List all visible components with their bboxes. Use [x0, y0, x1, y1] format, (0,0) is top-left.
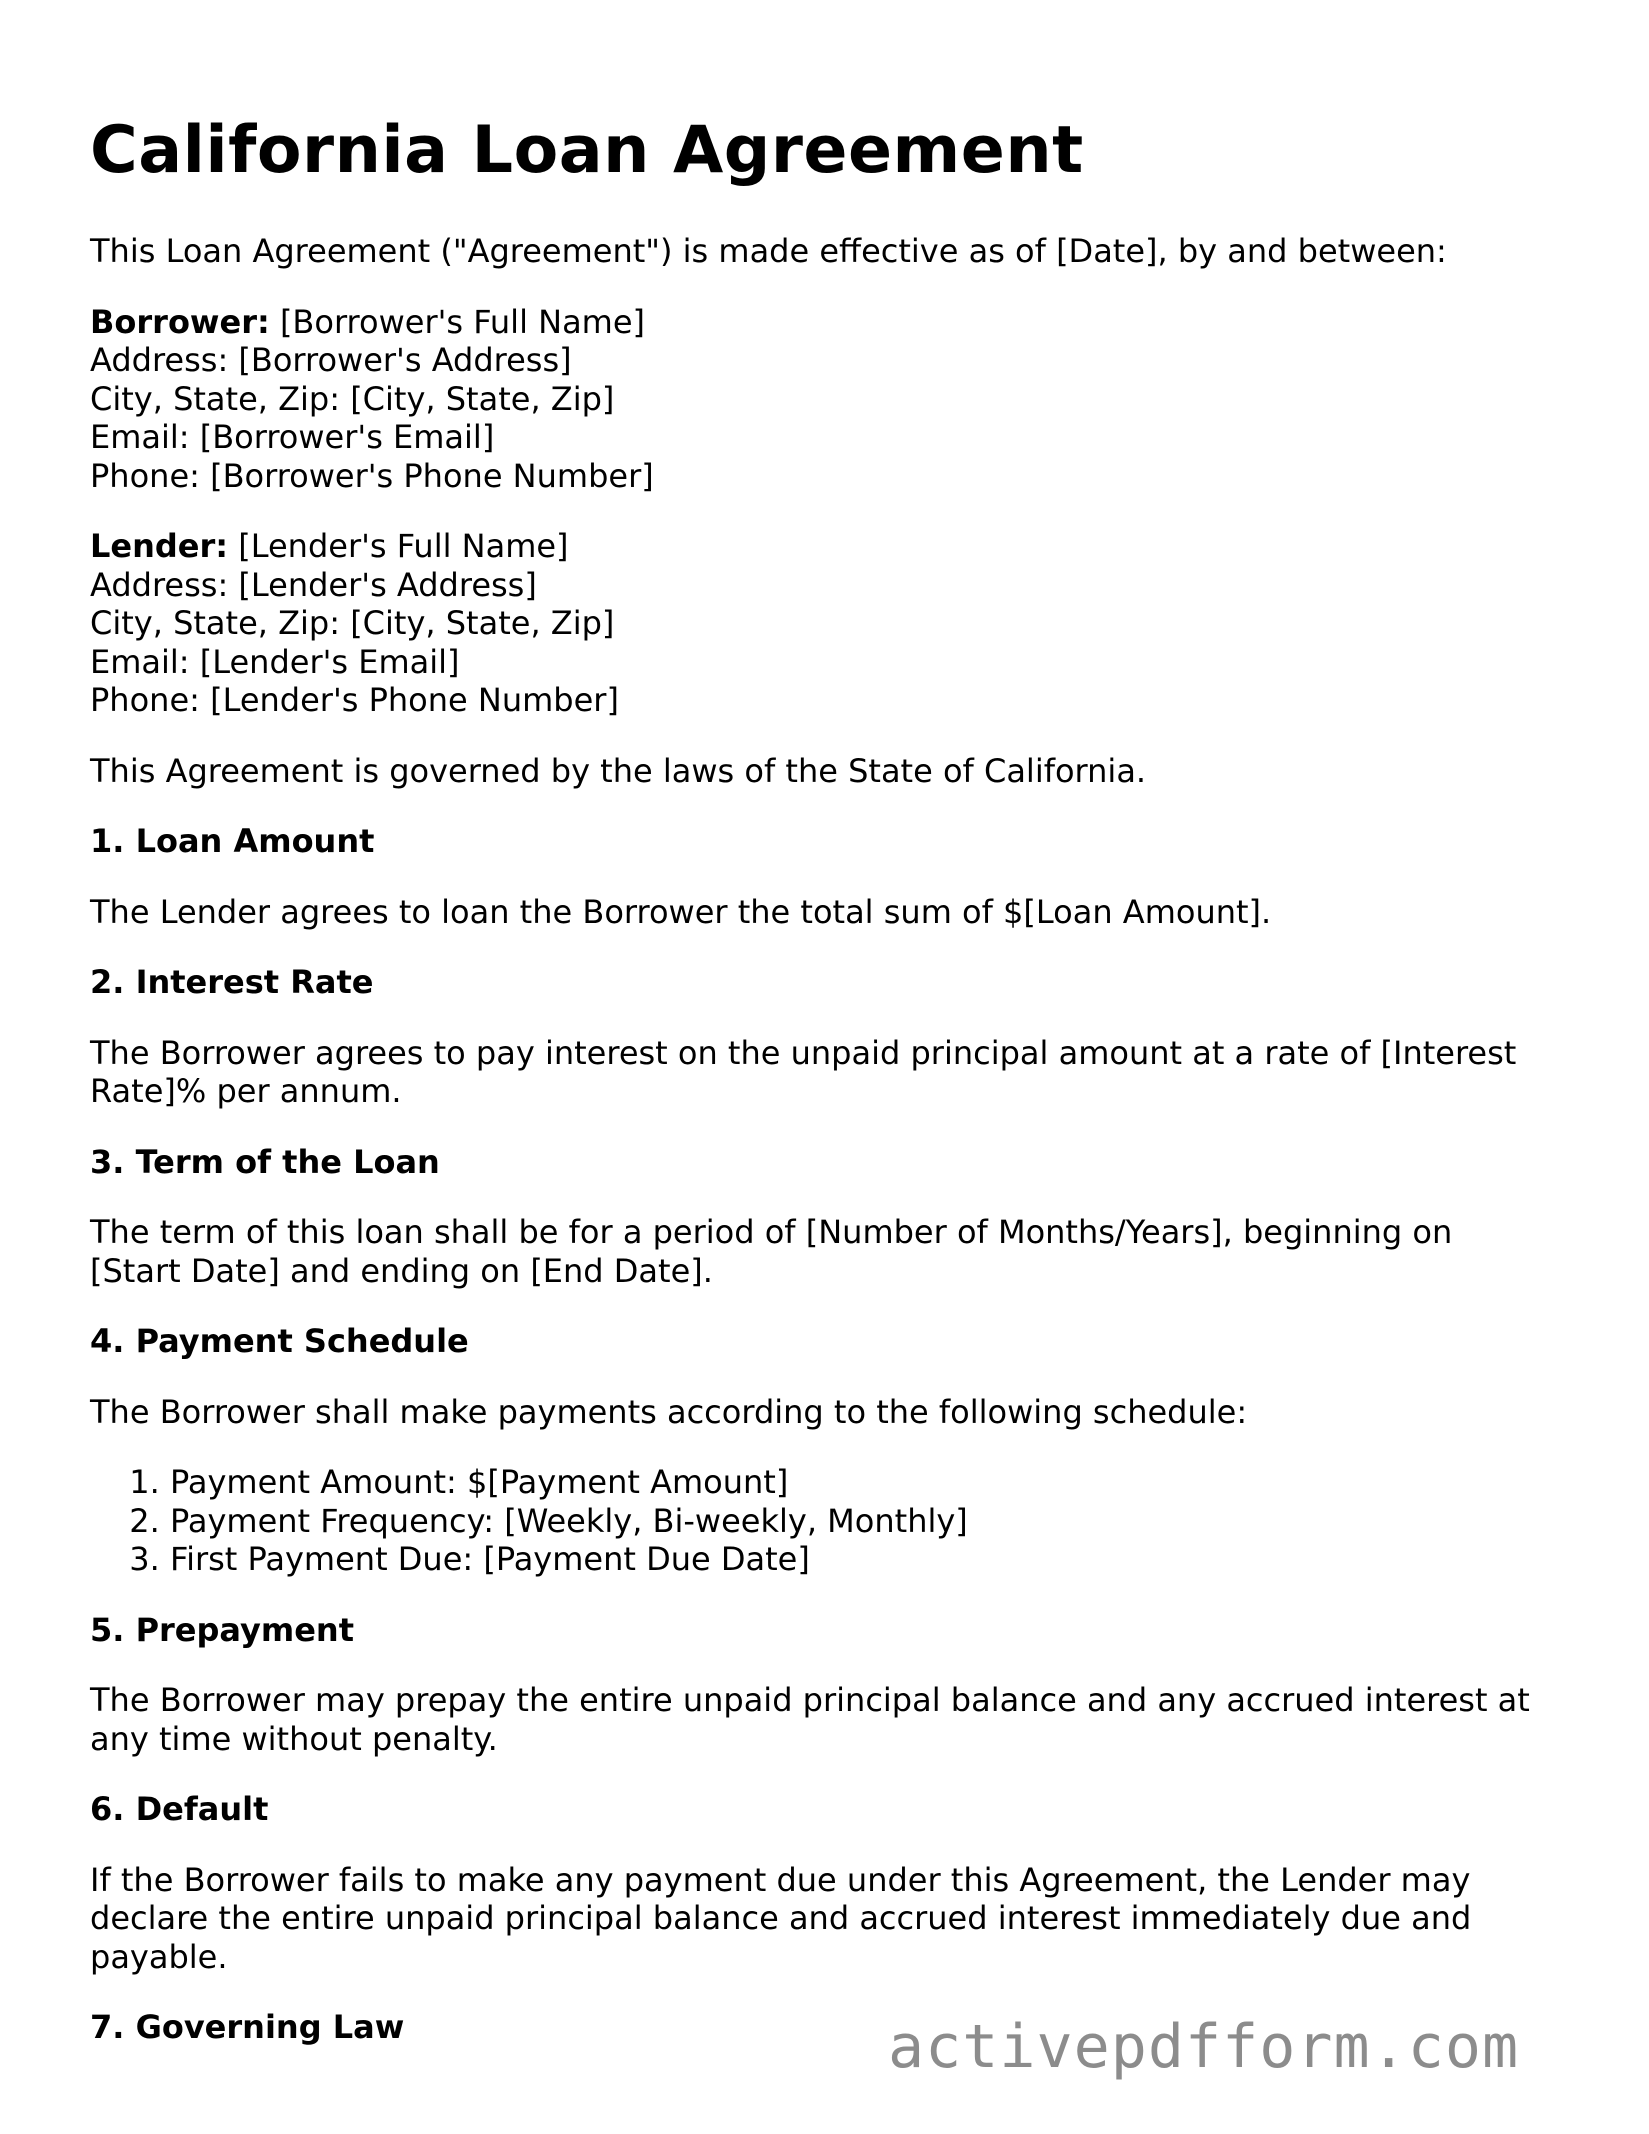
section-6-heading: 6. Default [90, 1790, 269, 1828]
document-page [90, 112, 1570, 2079]
lender-phone: Phone: [Lender's Phone Number] [90, 681, 619, 719]
section-3-line-1: The term of this loan shall be for a period of [Number of Months/Years], beginning on [90, 1213, 1453, 1251]
borrower-name-line [90, 303, 1570, 342]
lender-email: Email: [Lender's Email] [90, 642, 460, 681]
borrower-label: Borrower: [90, 302, 270, 341]
section-5-heading: 5. Prepayment [90, 1610, 354, 1649]
section-7-heading: 7. Governing Law [90, 2008, 405, 2046]
section-4-heading: 4. Payment Schedule [90, 1322, 469, 1360]
watermark: activepdfform.com [888, 2012, 1520, 2082]
lender-address: Address: [Lender's Address] [90, 565, 537, 604]
section-6-line-2: declare the entire unpaid principal balance and accrued interest immediately due and [90, 1899, 1472, 1937]
lender-label: Lender: [90, 527, 229, 565]
borrower-phone: Phone: [Borrower's Phone Number] [90, 456, 654, 495]
governed-paragraph: This Agreement is governed by the laws of the State of California. [90, 751, 1147, 790]
payment-schedule-list [90, 1463, 1570, 1579]
borrower-address: Address: [Borrower's Address] [90, 341, 572, 379]
section-3-body [90, 1213, 1570, 1290]
section-5-line-2: any time without penalty. [90, 1719, 498, 1758]
borrower-city: City, State, Zip: [City, State, Zip] [90, 379, 615, 418]
section-5-body [90, 1681, 1570, 1758]
list-item: 3. First Payment Due: [Payment Due Date] [170, 1540, 1570, 1579]
section-6-line-3: payable. [90, 1937, 228, 1976]
section-6-line-1: If the Borrower fails to make any payment due under this Agreement, the Lender may [90, 1860, 1471, 1899]
borrower-email: Email: [Borrower's Email] [90, 418, 495, 456]
borrower-block [90, 303, 1570, 496]
section-1-heading: 1. Loan Amount [90, 822, 375, 860]
section-2-line-1: The Borrower agrees to pay interest on the unpaid principal amount at a rate of [Interest [90, 1033, 1517, 1072]
section-3-heading: 3. Term of the Loan [90, 1142, 440, 1181]
section-2-body [90, 1034, 1570, 1111]
lender-name: [Lender's Full Name] [228, 527, 569, 565]
list-item: 1. Payment Amount: $[Payment Amount] [170, 1463, 1570, 1502]
section-6-body [90, 1861, 1570, 1977]
section-5-line-1: The Borrower may prepay the entire unpaid principal balance and any accrued interest at [90, 1681, 1530, 1719]
document-title: California Loan Agreement [90, 113, 1084, 188]
section-4-body: The Borrower shall make payments according to the following schedule: [90, 1392, 1248, 1431]
section-1-body: The Lender agrees to loan the Borrower the total sum of $[Loan Amount]. [90, 892, 1272, 931]
list-item: 2. Payment Frequency: [Weekly, Bi-weekly, Monthly] [170, 1502, 1570, 1541]
lender-city: City, State, Zip: [City, State, Zip] [90, 604, 615, 642]
section-2-heading: 2. Interest Rate [90, 963, 374, 1001]
section-3-line-2: [Start Date] and ending on [End Date]. [90, 1251, 713, 1290]
lender-name-line [90, 527, 1570, 566]
borrower-name: [Borrower's Full Name] [269, 302, 646, 341]
section-2-line-2: Rate]% per annum. [90, 1072, 402, 1110]
intro-paragraph: This Loan Agreement ("Agreement") is made effective as of [Date], by and between: [90, 232, 1447, 270]
lender-block [90, 527, 1570, 720]
